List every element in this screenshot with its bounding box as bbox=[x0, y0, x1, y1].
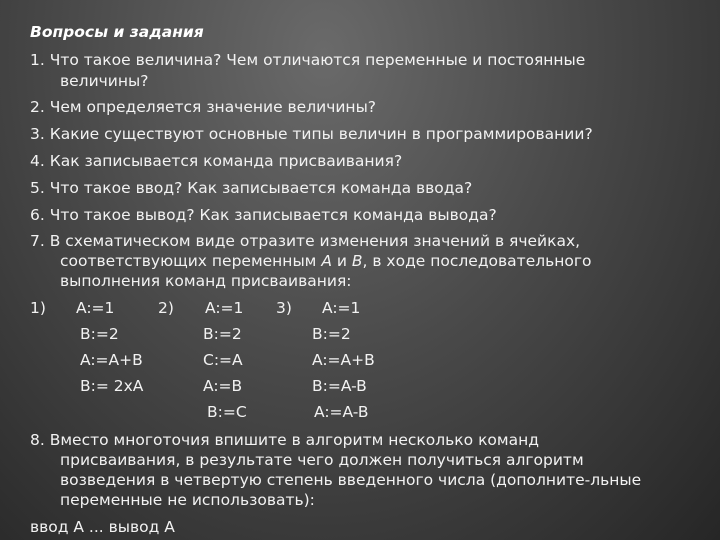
program-2-line: B:=C bbox=[207, 403, 247, 421]
question-1: 1. Что такое величина? Чем отличаются переменные и постоянные bbox=[30, 51, 586, 69]
program-2-line: C:=A bbox=[203, 351, 243, 369]
question-8: 8. Вместо многоточия впишите в алгоритм несколько команд bbox=[30, 431, 539, 449]
question-7-cont-2: выполнения команд присваивания: bbox=[60, 272, 352, 290]
program-3-line: B:=2 bbox=[312, 325, 351, 343]
question-8-cont: присваивания, в результате чего должен получиться алгоритм bbox=[60, 451, 584, 469]
question-8-cont-3: переменные не использовать): bbox=[60, 491, 315, 509]
program-3-line: A:=A-B bbox=[314, 403, 369, 421]
program-1-line: A:=A+B bbox=[80, 351, 143, 369]
program-2-line: A:=1 bbox=[205, 299, 244, 317]
question-8-cont-2: возведения в четвертую степень введенного числа (дополните-льные bbox=[60, 471, 642, 489]
program-2-line: B:=2 bbox=[203, 325, 242, 343]
program-1-line: B:=2 bbox=[80, 325, 119, 343]
question-1-cont: величины? bbox=[60, 72, 149, 90]
program-3-number: 3) bbox=[276, 299, 292, 317]
var-b: В bbox=[351, 252, 363, 270]
program-1-line: B:= 2xA bbox=[80, 377, 144, 395]
q7-text: соответствующих переменным bbox=[60, 252, 322, 270]
question-5: 5. Что такое ввод? Как записывается команда ввода? bbox=[30, 179, 473, 197]
program-1-number: 1) bbox=[30, 299, 46, 317]
question-7-cont bbox=[60, 251, 592, 271]
q7-text-2: , в ходе последовательного bbox=[362, 252, 592, 270]
q7-and: и bbox=[331, 252, 352, 270]
question-4: 4. Как записывается команда присваивания? bbox=[30, 152, 403, 170]
program-3-line: B:=A-B bbox=[312, 377, 367, 395]
question-3: 3. Какие существуют основные типы величин в программировании? bbox=[30, 125, 593, 143]
algorithm-line: ввод А ... вывод А bbox=[30, 518, 175, 536]
slide-title: Вопросы и задания bbox=[30, 23, 204, 41]
program-3-line: A:=A+B bbox=[312, 351, 375, 369]
question-2: 2. Чем определяется значение величины? bbox=[30, 98, 377, 116]
program-2-line: A:=B bbox=[203, 377, 243, 395]
program-2-number: 2) bbox=[158, 299, 174, 317]
question-7: 7. В схематическом виде отразите изменения значений в ячейках, bbox=[30, 232, 581, 250]
program-1-line: A:=1 bbox=[76, 299, 115, 317]
program-3-line: A:=1 bbox=[322, 299, 361, 317]
question-6: 6. Что такое вывод? Как записывается команда вывода? bbox=[30, 206, 497, 224]
var-a: А bbox=[321, 252, 332, 270]
